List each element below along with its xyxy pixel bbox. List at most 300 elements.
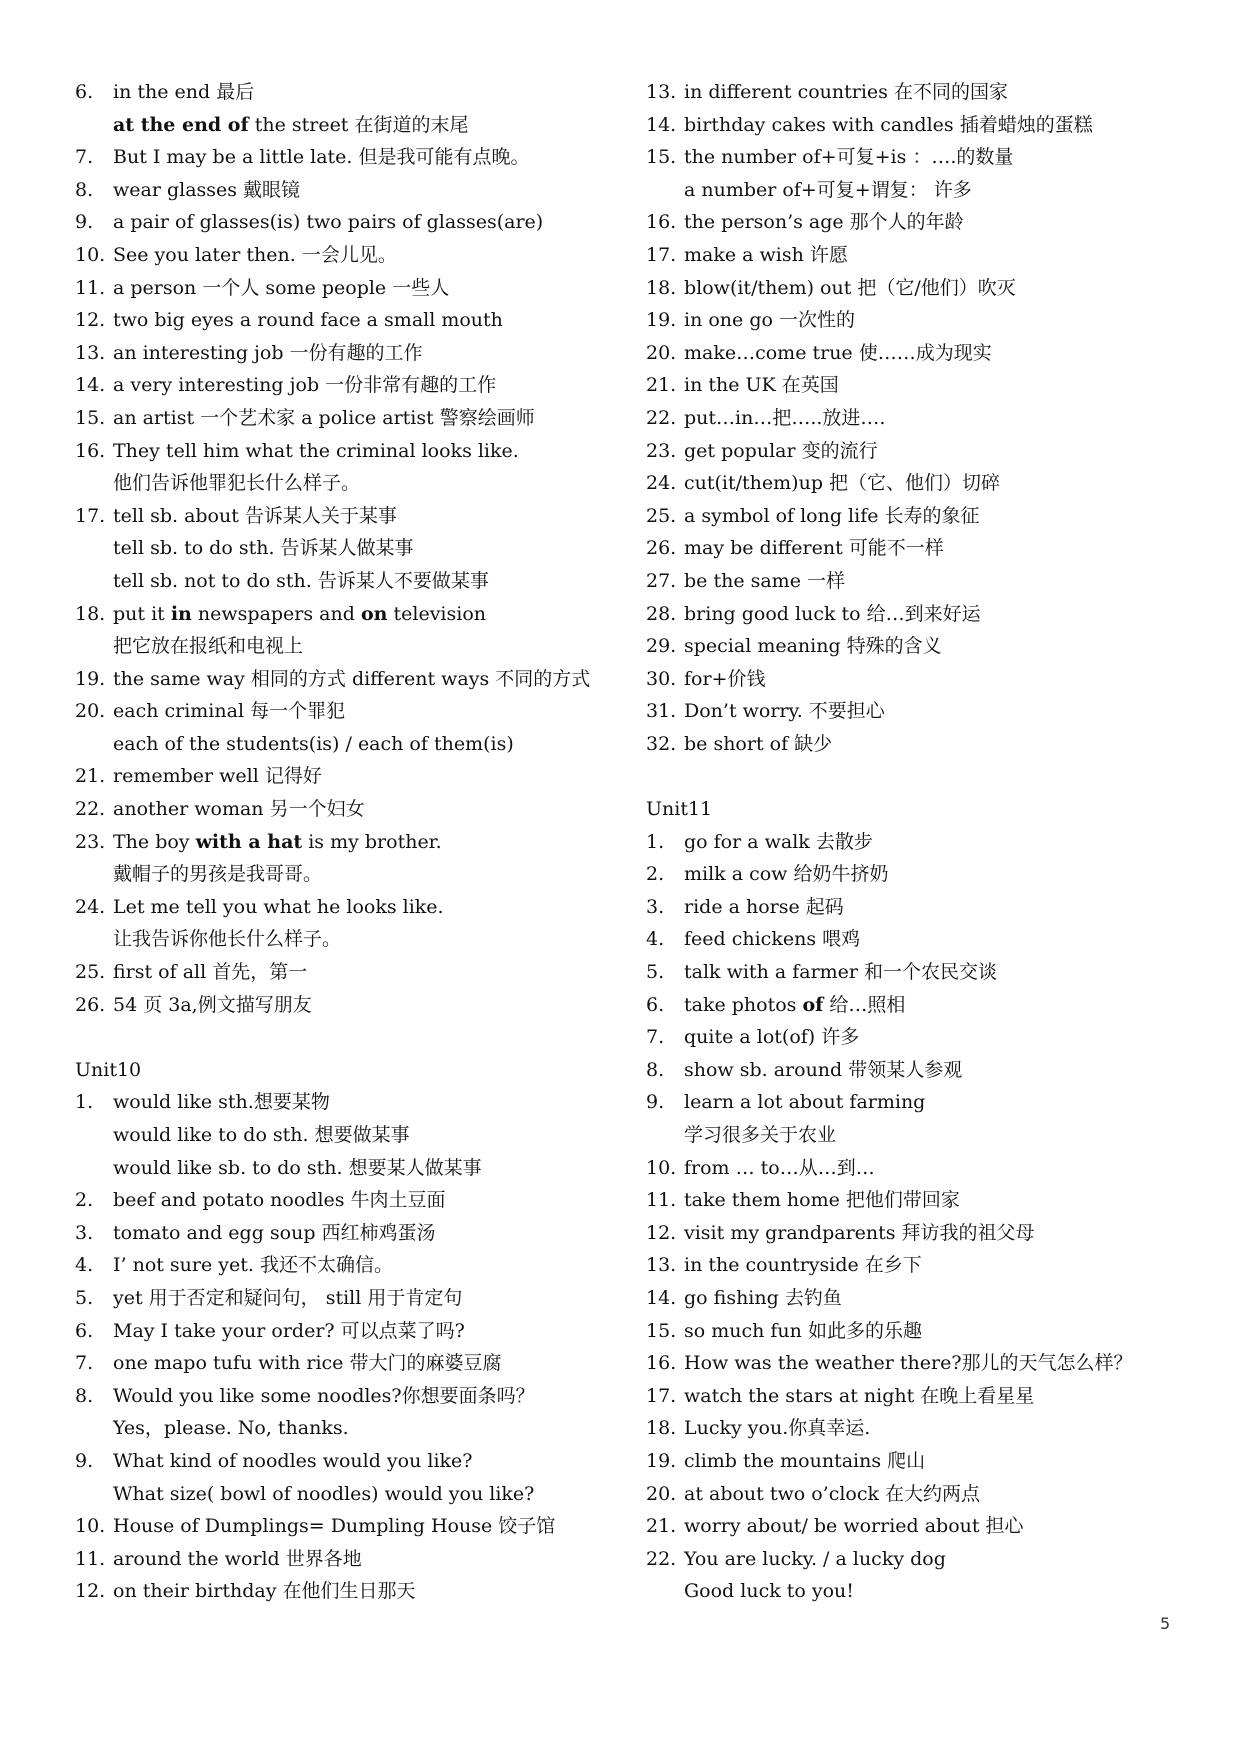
item-text (684, 109, 1093, 142)
list-item-continuation (75, 109, 615, 142)
text-segment: worry about/ be worried about 担心 (684, 1515, 1024, 1538)
list-item (646, 989, 1186, 1022)
list-item (646, 663, 1186, 696)
list-item-continuation (75, 1478, 615, 1511)
item-number: 15. (646, 1319, 677, 1342)
text-segment: newspapers and (191, 602, 361, 625)
text-segment: You are lucky. / a lucky dog (684, 1547, 946, 1570)
list-item (646, 858, 1186, 891)
text-segment: Unit11 (646, 798, 713, 821)
item-number: 6. (75, 1319, 94, 1342)
text-segment: one mapo tufu with rice 带大门的麻婆豆腐 (113, 1352, 502, 1375)
list-item (646, 565, 1186, 598)
text-segment: I’ not sure yet. 我还不太确信。 (113, 1254, 393, 1277)
text-segment: Would you like some noodles?你想要面条吗？ (113, 1384, 535, 1407)
item-text (113, 1217, 436, 1250)
item-number: 8. (646, 1058, 665, 1081)
item-number: 28. (646, 602, 677, 625)
text-segment: may be different 可能不一样 (684, 537, 944, 560)
list-item (646, 304, 1186, 337)
item-text (113, 1478, 534, 1511)
item-number: 14. (646, 113, 677, 136)
item-number: 8. (75, 178, 94, 201)
list-item (646, 1412, 1186, 1445)
text-segment: How was the weather there?那儿的天气怎么样？ (684, 1352, 1133, 1375)
text-segment: Lucky you.你真幸运. (684, 1417, 871, 1440)
item-text (684, 1510, 1024, 1543)
item-number: 18. (646, 276, 677, 299)
item-text (684, 891, 844, 924)
list-item (646, 891, 1186, 924)
item-number: 1. (75, 1091, 94, 1114)
list-item-continuation (75, 858, 615, 891)
item-number: 7. (646, 1026, 665, 1049)
item-text (113, 1282, 462, 1315)
text-segment: beef and potato noodles 牛肉土豆面 (113, 1189, 446, 1212)
item-text (684, 304, 855, 337)
item-number: 3. (646, 895, 665, 918)
item-text (684, 174, 972, 207)
text-segment: would like to do sth. 想要做某事 (113, 1124, 410, 1146)
item-number: 18. (75, 602, 106, 625)
item-number: 25. (75, 961, 106, 984)
item-text (113, 630, 303, 663)
text-segment: visit my grandparents 拜访我的祖父母 (684, 1221, 1035, 1244)
item-number: 15. (75, 406, 106, 429)
text-segment: in one go 一次性的 (684, 309, 855, 332)
item-text (113, 695, 345, 728)
text-segment: for+价钱 (684, 667, 766, 690)
text-segment: Yes，please. No, thanks. (113, 1417, 349, 1440)
item-number: 8. (75, 1384, 94, 1407)
list-item-continuation (75, 1119, 615, 1152)
list-item (646, 1282, 1186, 1315)
item-number: 5. (646, 961, 665, 984)
text-segment: quite a lot(of) 许多 (684, 1026, 860, 1049)
item-text (113, 1119, 410, 1152)
text-segment: They tell him what the criminal looks like. (113, 439, 519, 462)
item-number: 24. (75, 895, 106, 918)
item-number: 19. (646, 1449, 677, 1472)
list-item (75, 304, 615, 337)
item-number: 9. (75, 1449, 94, 1472)
item-text (113, 1086, 330, 1119)
list-item (75, 891, 615, 924)
item-text (646, 793, 712, 826)
item-text (113, 1510, 555, 1543)
item-text (113, 109, 468, 142)
text-segment: remember well 记得好 (113, 765, 322, 788)
text-segment: Good luck to you! (684, 1580, 854, 1603)
list-item (646, 1445, 1186, 1478)
text-segment: a very interesting job 一份非常有趣的工作 (113, 374, 497, 397)
item-text (113, 369, 496, 402)
item-number: 16. (646, 1352, 677, 1375)
text-segment: go for a walk 去散步 (684, 830, 873, 853)
item-number: 12. (75, 309, 106, 332)
item-number: 32. (646, 732, 677, 755)
list-item (646, 532, 1186, 565)
item-text (684, 76, 1008, 109)
item-number: 4. (646, 928, 665, 951)
bold-text: in (170, 602, 192, 625)
item-number: 13. (75, 341, 106, 364)
blank-line (646, 760, 1186, 793)
list-item-continuation (75, 630, 615, 663)
text-segment: on their birthday 在他们生日那天 (113, 1580, 416, 1603)
item-number: 4. (75, 1254, 94, 1277)
item-text (113, 174, 300, 207)
item-number: 22. (646, 1547, 677, 1570)
text-segment: an artist 一个艺术家 a police artist 警察绘画师 (113, 406, 535, 429)
list-item (75, 1282, 615, 1315)
list-item (646, 76, 1186, 109)
list-item (75, 1086, 615, 1119)
item-number: 19. (646, 309, 677, 332)
text-segment: an interesting job 一份有趣的工作 (113, 341, 423, 364)
item-text (113, 565, 489, 598)
item-number: 11. (646, 1189, 677, 1212)
item-text (113, 1184, 446, 1217)
item-text (684, 532, 944, 565)
list-item (646, 337, 1186, 370)
item-text (684, 1347, 1133, 1380)
text-segment: from … to…从…到… (684, 1156, 875, 1179)
text-segment: 54 页 3a,例文描写朋友 (113, 993, 312, 1016)
list-item (646, 239, 1186, 272)
list-item (75, 337, 615, 370)
list-item-continuation (75, 728, 615, 761)
item-text (113, 532, 414, 565)
item-text (113, 467, 360, 500)
list-item (75, 826, 615, 859)
item-text (113, 1249, 393, 1282)
item-text (684, 337, 992, 370)
text-segment: tell sb. not to do sth. 告诉某人不要做某事 (113, 569, 489, 592)
item-text (684, 956, 997, 989)
list-item (646, 923, 1186, 956)
item-text (113, 337, 423, 370)
item-text (684, 500, 980, 533)
item-text (113, 858, 322, 891)
item-number: 16. (646, 211, 677, 234)
list-item (646, 695, 1186, 728)
list-item-continuation (646, 174, 1186, 207)
item-text (684, 826, 873, 859)
list-item (75, 1445, 615, 1478)
item-text (684, 565, 845, 598)
list-item (75, 1510, 615, 1543)
item-text (113, 500, 397, 533)
item-number: 29. (646, 635, 677, 658)
item-number: 14. (646, 1286, 677, 1309)
bold-text: at the end of (113, 113, 249, 136)
item-number: 17. (646, 1384, 677, 1407)
list-item (646, 402, 1186, 435)
text-segment: a person 一个人 some people 一些人 (113, 276, 450, 299)
text-segment: two big eyes a round face a small mouth (113, 309, 503, 332)
item-number: 13. (646, 1254, 677, 1277)
item-number: 3. (75, 1221, 94, 1244)
text-segment: bring good luck to 给…到来好运 (684, 602, 981, 625)
text-segment: in different countries 在不同的国家 (684, 81, 1008, 103)
item-text (113, 239, 397, 272)
item-number: 10. (75, 243, 106, 266)
list-item (646, 1184, 1186, 1217)
item-text (684, 402, 885, 435)
item-number: 1. (646, 830, 665, 853)
text-segment: go fishing 去钓鱼 (684, 1286, 842, 1309)
text-segment: Don’t worry. 不要担心 (684, 700, 885, 723)
item-text (113, 1380, 535, 1413)
list-item-continuation (75, 532, 615, 565)
list-item (646, 141, 1186, 174)
item-text (684, 369, 839, 402)
text-segment: at about two o’clock 在大约两点 (684, 1482, 981, 1505)
item-number: 30. (646, 667, 677, 690)
item-text (113, 402, 535, 435)
item-number: 20. (75, 700, 106, 723)
item-text (113, 923, 341, 956)
item-number: 19. (75, 667, 106, 690)
item-text (684, 923, 860, 956)
item-text (113, 1347, 501, 1380)
item-number: 13. (646, 81, 677, 103)
text-segment: The boy (113, 830, 196, 853)
item-number: 10. (646, 1156, 677, 1179)
item-text (684, 695, 885, 728)
item-number: 27. (646, 569, 677, 592)
text-segment: take photos (684, 993, 803, 1016)
list-item (646, 435, 1186, 468)
item-text (113, 1543, 362, 1576)
item-text (684, 1282, 842, 1315)
item-number: 7. (75, 146, 94, 169)
item-number: 10. (75, 1515, 106, 1538)
item-number: 24. (646, 472, 677, 495)
item-text (113, 598, 486, 631)
item-number: 17. (646, 243, 677, 266)
text-segment: 让我告诉你他长什么样子。 (113, 928, 342, 951)
item-text (113, 989, 312, 1022)
item-text (113, 956, 307, 989)
list-item-continuation (75, 923, 615, 956)
text-segment: make…come true 使……成为现实 (684, 341, 992, 364)
list-item (75, 435, 615, 468)
item-text (684, 141, 1013, 174)
list-item (75, 1347, 615, 1380)
item-text (684, 1249, 922, 1282)
text-segment: climb the mountains 爬山 (684, 1449, 926, 1472)
list-item (75, 402, 615, 435)
item-text (684, 858, 888, 891)
text-segment: learn a lot about farming (684, 1091, 926, 1114)
text-segment: get popular 变的流行 (684, 439, 878, 462)
text-segment: in the UK 在英国 (684, 374, 839, 397)
item-number: 2. (75, 1189, 94, 1212)
list-item (75, 174, 615, 207)
text-segment: special meaning 特殊的含义 (684, 635, 942, 658)
item-number: 20. (646, 341, 677, 364)
list-item (646, 826, 1186, 859)
list-item (646, 109, 1186, 142)
list-item (646, 1510, 1186, 1543)
text-segment: around the world 世界各地 (113, 1547, 362, 1570)
text-segment: 戴帽子的男孩是我哥哥。 (113, 863, 323, 886)
text-segment: watch the stars at night 在晚上看星星 (684, 1384, 1035, 1407)
list-item (75, 760, 615, 793)
item-text (113, 1575, 416, 1608)
text-segment: wear glasses 戴眼镜 (113, 178, 301, 201)
list-item (75, 141, 615, 174)
item-number: 23. (75, 830, 106, 853)
list-item (75, 956, 615, 989)
text-segment: 把它放在报纸和电视上 (113, 635, 304, 658)
text-segment: each criminal 每一个罪犯 (113, 700, 346, 723)
list-item (75, 598, 615, 631)
item-text (113, 76, 254, 109)
text-segment: each of the students(is) / each of them(is) (113, 732, 514, 755)
text-segment: blow(it/them) out 把（它/他们）吹灭 (684, 276, 1016, 299)
list-item (75, 1184, 615, 1217)
item-text (113, 891, 444, 924)
text-segment: See you later then. 一会儿见。 (113, 243, 397, 266)
text-segment: be the same 一样 (684, 569, 845, 592)
bold-text: on (360, 602, 388, 625)
item-text (684, 1054, 962, 1087)
list-item-continuation (75, 1412, 615, 1445)
item-text (113, 663, 590, 696)
text-segment: Let me tell you what he looks like. (113, 895, 444, 918)
list-item (75, 695, 615, 728)
list-item (75, 1380, 615, 1413)
list-item (646, 1054, 1186, 1087)
item-text (113, 435, 519, 468)
list-item (646, 1478, 1186, 1511)
item-text (113, 1445, 472, 1478)
list-item-continuation (75, 1152, 615, 1185)
text-segment: the same way 相同的方式 different ways 不同的方式 (113, 667, 591, 690)
list-item (646, 956, 1186, 989)
text-segment: put it (113, 602, 171, 625)
text-segment: But I may be a little late. 但是我可能有点晚。 (113, 146, 530, 169)
text-segment: 学习很多关于农业 (684, 1124, 837, 1146)
text-segment: tomato and egg soup 西红柿鸡蛋汤 (113, 1221, 436, 1244)
item-number: 6. (646, 993, 665, 1016)
item-number: 17. (75, 504, 106, 527)
list-item (646, 272, 1186, 305)
text-segment: What kind of noodles would you like? (113, 1449, 473, 1472)
item-text (113, 760, 322, 793)
list-item (646, 1347, 1186, 1380)
list-item (75, 500, 615, 533)
list-item (646, 598, 1186, 631)
text-segment: 他们告诉他罪犯长什么样子。 (113, 472, 361, 495)
list-item (75, 206, 615, 239)
item-number: 7. (75, 1352, 94, 1375)
item-number: 21. (75, 765, 106, 788)
item-number: 6. (75, 81, 94, 103)
right-column (646, 76, 1186, 1608)
list-item (75, 793, 615, 826)
text-segment: 给…照相 (823, 993, 906, 1016)
page-number: 5 (1160, 1614, 1171, 1633)
text-segment: first of all 首先，第一 (113, 961, 308, 984)
list-item (75, 1315, 615, 1348)
item-text (684, 1119, 836, 1152)
list-item (646, 630, 1186, 663)
text-segment: so much fun 如此多的乐趣 (684, 1319, 922, 1342)
text-segment: What size( bowl of noodles) would you like? (113, 1482, 535, 1505)
text-segment: in the countryside 在乡下 (684, 1254, 922, 1277)
text-segment: Unit10 (75, 1058, 142, 1081)
list-item (75, 1249, 615, 1282)
list-item (75, 1575, 615, 1608)
item-text (113, 206, 543, 239)
text-segment: be short of 缺少 (684, 732, 833, 755)
item-number: 23. (646, 439, 677, 462)
item-text (113, 304, 503, 337)
item-text (684, 1412, 870, 1445)
text-segment: cut(it/them)up 把（它、他们）切碎 (684, 472, 1001, 495)
item-number: 2. (646, 863, 665, 886)
text-segment: talk with a farmer 和一个农民交谈 (684, 961, 998, 984)
list-item (646, 1086, 1186, 1119)
item-number: 26. (646, 537, 677, 560)
item-text (684, 630, 942, 663)
text-segment: in the end 最后 (113, 81, 255, 103)
item-text (113, 272, 449, 305)
text-segment: is my brother. (302, 830, 442, 853)
item-text (684, 467, 1000, 500)
text-segment: May I take your order? 可以点菜了吗? (113, 1319, 465, 1342)
item-number: 26. (75, 993, 106, 1016)
item-text (684, 239, 848, 272)
blank-line (75, 1021, 615, 1054)
item-number: 16. (75, 439, 106, 462)
text-segment: television (387, 602, 487, 625)
text-segment: milk a cow 给奶牛挤奶 (684, 863, 889, 886)
item-text (684, 728, 832, 761)
item-text (684, 989, 905, 1022)
text-segment: would like sth.想要某物 (113, 1091, 330, 1114)
text-segment: the person’s age 那个人的年龄 (684, 211, 964, 234)
item-text (684, 1217, 1035, 1250)
item-number: 22. (75, 798, 106, 821)
list-item-continuation (646, 1119, 1186, 1152)
item-number: 20. (646, 1482, 677, 1505)
unit-heading (646, 793, 1186, 826)
item-number: 11. (75, 276, 106, 299)
item-number: 9. (646, 1091, 665, 1114)
item-text (684, 435, 878, 468)
text-segment: the number of+可复+is ：….的数量 (684, 146, 1014, 169)
text-segment: a pair of glasses(is) two pairs of glasses(are) (113, 211, 544, 234)
text-segment: yet 用于否定和疑问句， still 用于肯定句 (113, 1286, 463, 1309)
item-text (113, 1315, 465, 1348)
list-item (75, 239, 615, 272)
list-item (646, 369, 1186, 402)
list-item (646, 1249, 1186, 1282)
item-text (684, 206, 964, 239)
list-item (646, 1217, 1186, 1250)
item-number: 12. (75, 1580, 106, 1603)
item-text (113, 826, 442, 859)
list-item (75, 663, 615, 696)
list-item (75, 989, 615, 1022)
item-text (113, 1152, 482, 1185)
text-segment: House of Dumplings= Dumpling House 饺子馆 (113, 1515, 556, 1538)
